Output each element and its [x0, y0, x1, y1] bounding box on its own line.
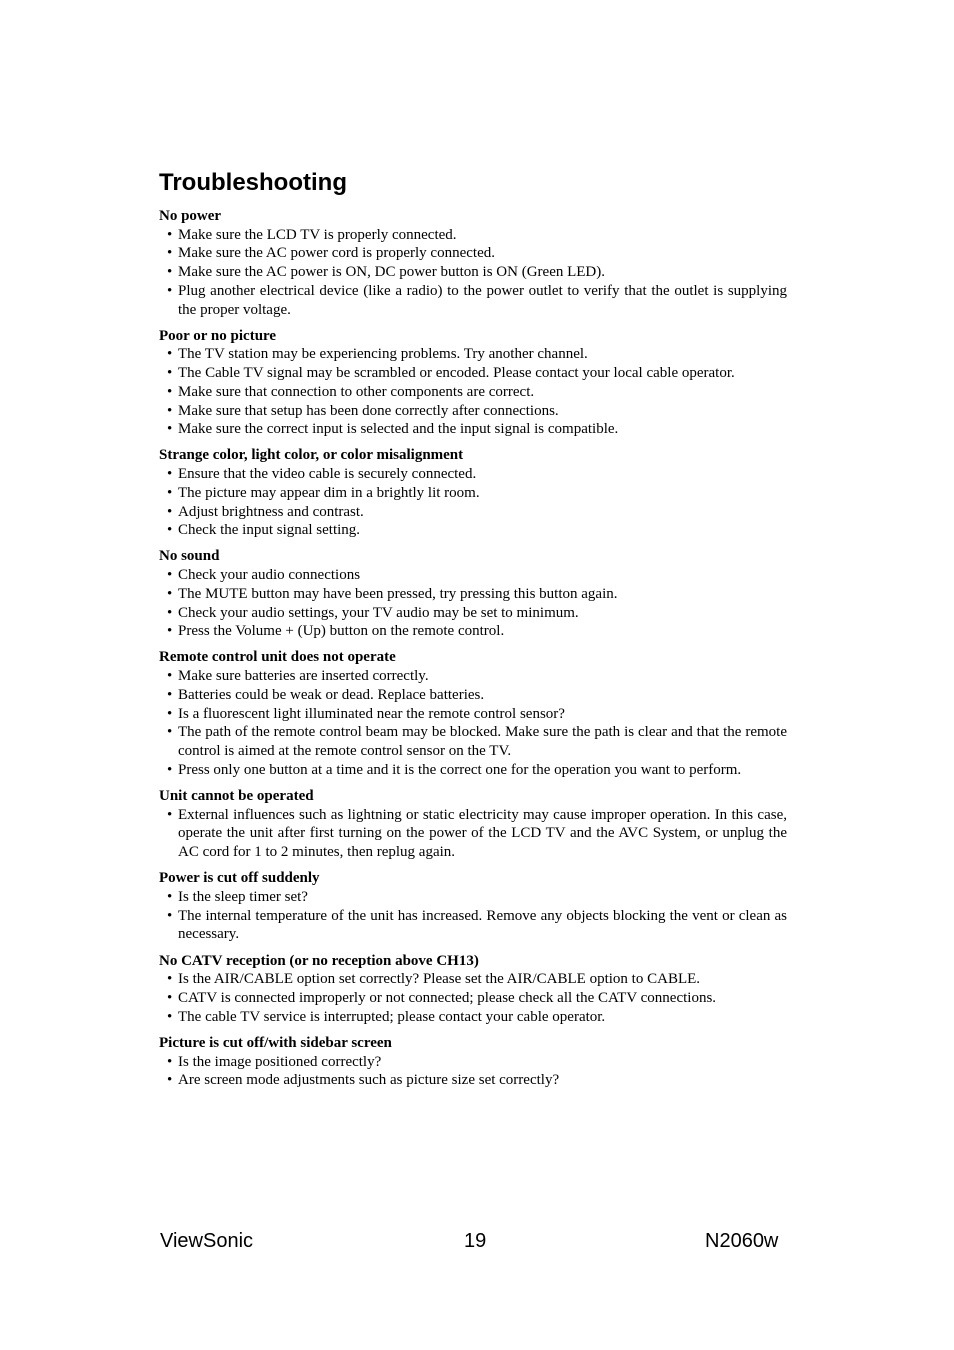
- section: [159, 787, 787, 862]
- list-item: [159, 604, 787, 623]
- bullet-icon: •: [167, 503, 173, 520]
- bullet-icon: •: [167, 724, 173, 741]
- list-item-text: Check your audio settings, your TV audio may be set to minimum.: [178, 604, 579, 621]
- list-item: [159, 667, 787, 686]
- bullet-icon: •: [167, 761, 173, 778]
- section: [159, 1034, 787, 1090]
- bullet-icon: •: [167, 245, 173, 262]
- list-item: [159, 907, 787, 944]
- bullet-icon: •: [167, 585, 173, 602]
- list-item: [159, 806, 787, 862]
- bullet-icon: •: [167, 1053, 173, 1070]
- list-item-text: Make sure the AC power is ON, DC power button is ON (Green LED).: [178, 264, 606, 281]
- list-item-text: Check your audio connections: [178, 567, 361, 584]
- bullet-icon: •: [167, 806, 173, 823]
- list-item-text: The cable TV service is interrupted; please contact your cable operator.: [178, 1008, 606, 1025]
- list-item: [159, 420, 787, 439]
- list-item-text: Press the Volume + (Up) button on the remote control.: [178, 623, 505, 640]
- list-item-text: Press only one button at a time and it is the correct one for the operation you want to perform.: [178, 761, 742, 778]
- bullet-icon: •: [167, 971, 173, 988]
- list-item-text: Plug another electrical device (like a radio) to the power outlet to verify that the outlet is supplying the proper voltage.: [178, 282, 787, 318]
- list-item-text: Make sure that connection to other components are correct.: [178, 383, 535, 400]
- bullet-icon: •: [167, 668, 173, 685]
- list-item-text: Is the sleep timer set?: [178, 888, 308, 905]
- list-item: [159, 888, 787, 907]
- list-item: [159, 282, 787, 319]
- list-item-text: External influences such as lightning or static electricity may cause improper operation. In this case, operate the unit after first turning on the power of the LCD TV and the AVC System, or unplug the AC cord for 1 to 2 minutes, then replug again.: [178, 806, 787, 860]
- list-item: [159, 521, 787, 540]
- section-heading: Strange color, light color, or color misalignment: [159, 447, 464, 464]
- bullet-icon: •: [167, 282, 173, 299]
- list-item: [159, 970, 787, 989]
- section-heading: Remote control unit does not operate: [159, 649, 396, 666]
- bullet-icon: •: [167, 686, 173, 703]
- bullet-icon: •: [167, 484, 173, 501]
- list-item: [159, 345, 787, 364]
- list-item: [159, 761, 787, 780]
- footer-model: N2060w: [705, 1230, 779, 1252]
- bullet-icon: •: [167, 365, 173, 382]
- troubleshooting-content: [159, 207, 787, 1097]
- list-item-text: Make sure the AC power cord is properly connected.: [178, 245, 495, 262]
- list-item-text: Make sure that setup has been done correctly after connections.: [178, 402, 559, 419]
- bullet-icon: •: [167, 623, 173, 640]
- list-item: [159, 1008, 787, 1027]
- section: [159, 869, 787, 944]
- list-item: [159, 1053, 787, 1072]
- page-footer: [0, 1227, 954, 1255]
- footer-page-number: 19: [464, 1230, 487, 1252]
- section: [159, 446, 787, 540]
- list-item-text: The Cable TV signal may be scrambled or encoded. Please contact your local cable operator.: [178, 365, 735, 382]
- section-heading: Picture is cut off/with sidebar screen: [159, 1034, 392, 1051]
- list-item: [159, 383, 787, 402]
- footer-brand: ViewSonic: [160, 1230, 254, 1252]
- list-item: [159, 585, 787, 604]
- bullet-icon: •: [167, 1072, 173, 1089]
- list-item-text: Batteries could be weak or dead. Replace batteries.: [178, 686, 485, 703]
- bullet-icon: •: [167, 383, 173, 400]
- list-item-text: Make sure the LCD TV is properly connected.: [178, 226, 457, 243]
- bullet-icon: •: [167, 264, 173, 281]
- list-item-text: Adjust brightness and contrast.: [178, 503, 364, 520]
- list-item: [159, 402, 787, 421]
- bullet-icon: •: [167, 567, 173, 584]
- section-heading: No sound: [159, 548, 220, 565]
- section-heading: No power: [159, 208, 222, 224]
- bullet-icon: •: [167, 226, 173, 243]
- bullet-icon: •: [167, 466, 173, 483]
- section-heading: No CATV reception (or no reception above CH13): [159, 952, 479, 969]
- list-item: [159, 566, 787, 585]
- section: [159, 648, 787, 779]
- list-item: [159, 1071, 787, 1090]
- section: [159, 327, 787, 439]
- bullet-icon: •: [167, 1008, 173, 1025]
- list-item-text: Is the image positioned correctly?: [178, 1053, 382, 1070]
- list-item: [159, 244, 787, 263]
- bullet-icon: •: [167, 604, 173, 621]
- list-item-text: CATV is connected improperly or not connected; please check all the CATV connections.: [178, 989, 717, 1006]
- list-item: [159, 686, 787, 705]
- page-title: Troubleshooting: [159, 169, 347, 196]
- list-item-text: Check the input signal setting.: [178, 522, 361, 539]
- list-item: [159, 622, 787, 641]
- list-item: [159, 503, 787, 522]
- list-item-text: Ensure that the video cable is securely connected.: [178, 466, 477, 483]
- list-item: [159, 364, 787, 383]
- list-item-text: Make sure batteries are inserted correctly.: [178, 668, 429, 685]
- bullet-icon: •: [167, 888, 173, 905]
- bullet-icon: •: [167, 346, 173, 363]
- list-item: [159, 465, 787, 484]
- bullet-icon: •: [167, 522, 173, 539]
- list-item-text: Are screen mode adjustments such as picture size set correctly?: [178, 1072, 560, 1089]
- bullet-icon: •: [167, 421, 173, 438]
- list-item: [159, 705, 787, 724]
- bullet-icon: •: [167, 705, 173, 722]
- list-item-text: The internal temperature of the unit has increased. Remove any objects blocking the vent or clean as necessary.: [178, 907, 787, 943]
- bullet-icon: •: [167, 989, 173, 1006]
- section-heading: Poor or no picture: [159, 327, 277, 344]
- list-item: [159, 263, 787, 282]
- list-item-text: The TV station may be experiencing problems. Try another channel.: [178, 346, 588, 363]
- list-item-text: The MUTE button may have been pressed, try pressing this button again.: [178, 585, 618, 602]
- section-heading: Unit cannot be operated: [159, 787, 314, 804]
- list-item-text: Is a fluorescent light illuminated near the remote control sensor?: [178, 705, 565, 722]
- list-item-text: The path of the remote control beam may be blocked. Make sure the path is clear and that the remote control is aimed at the remote control sensor on the TV.: [178, 724, 787, 759]
- list-item-text: Make sure the correct input is selected and the input signal is compatible.: [178, 421, 619, 438]
- bullet-icon: •: [167, 907, 173, 924]
- section: [159, 952, 787, 1027]
- list-item: [159, 226, 787, 245]
- list-item-text: The picture may appear dim in a brightly lit room.: [178, 484, 480, 501]
- section: [159, 207, 787, 319]
- bullet-icon: •: [167, 402, 173, 419]
- list-item: [159, 484, 787, 503]
- section-heading: Power is cut off suddenly: [159, 870, 320, 887]
- list-item-text: Is the AIR/CABLE option set correctly? Please set the AIR/CABLE option to CABLE.: [178, 971, 701, 988]
- list-item: [159, 989, 787, 1008]
- section: [159, 547, 787, 641]
- list-item: [159, 723, 787, 760]
